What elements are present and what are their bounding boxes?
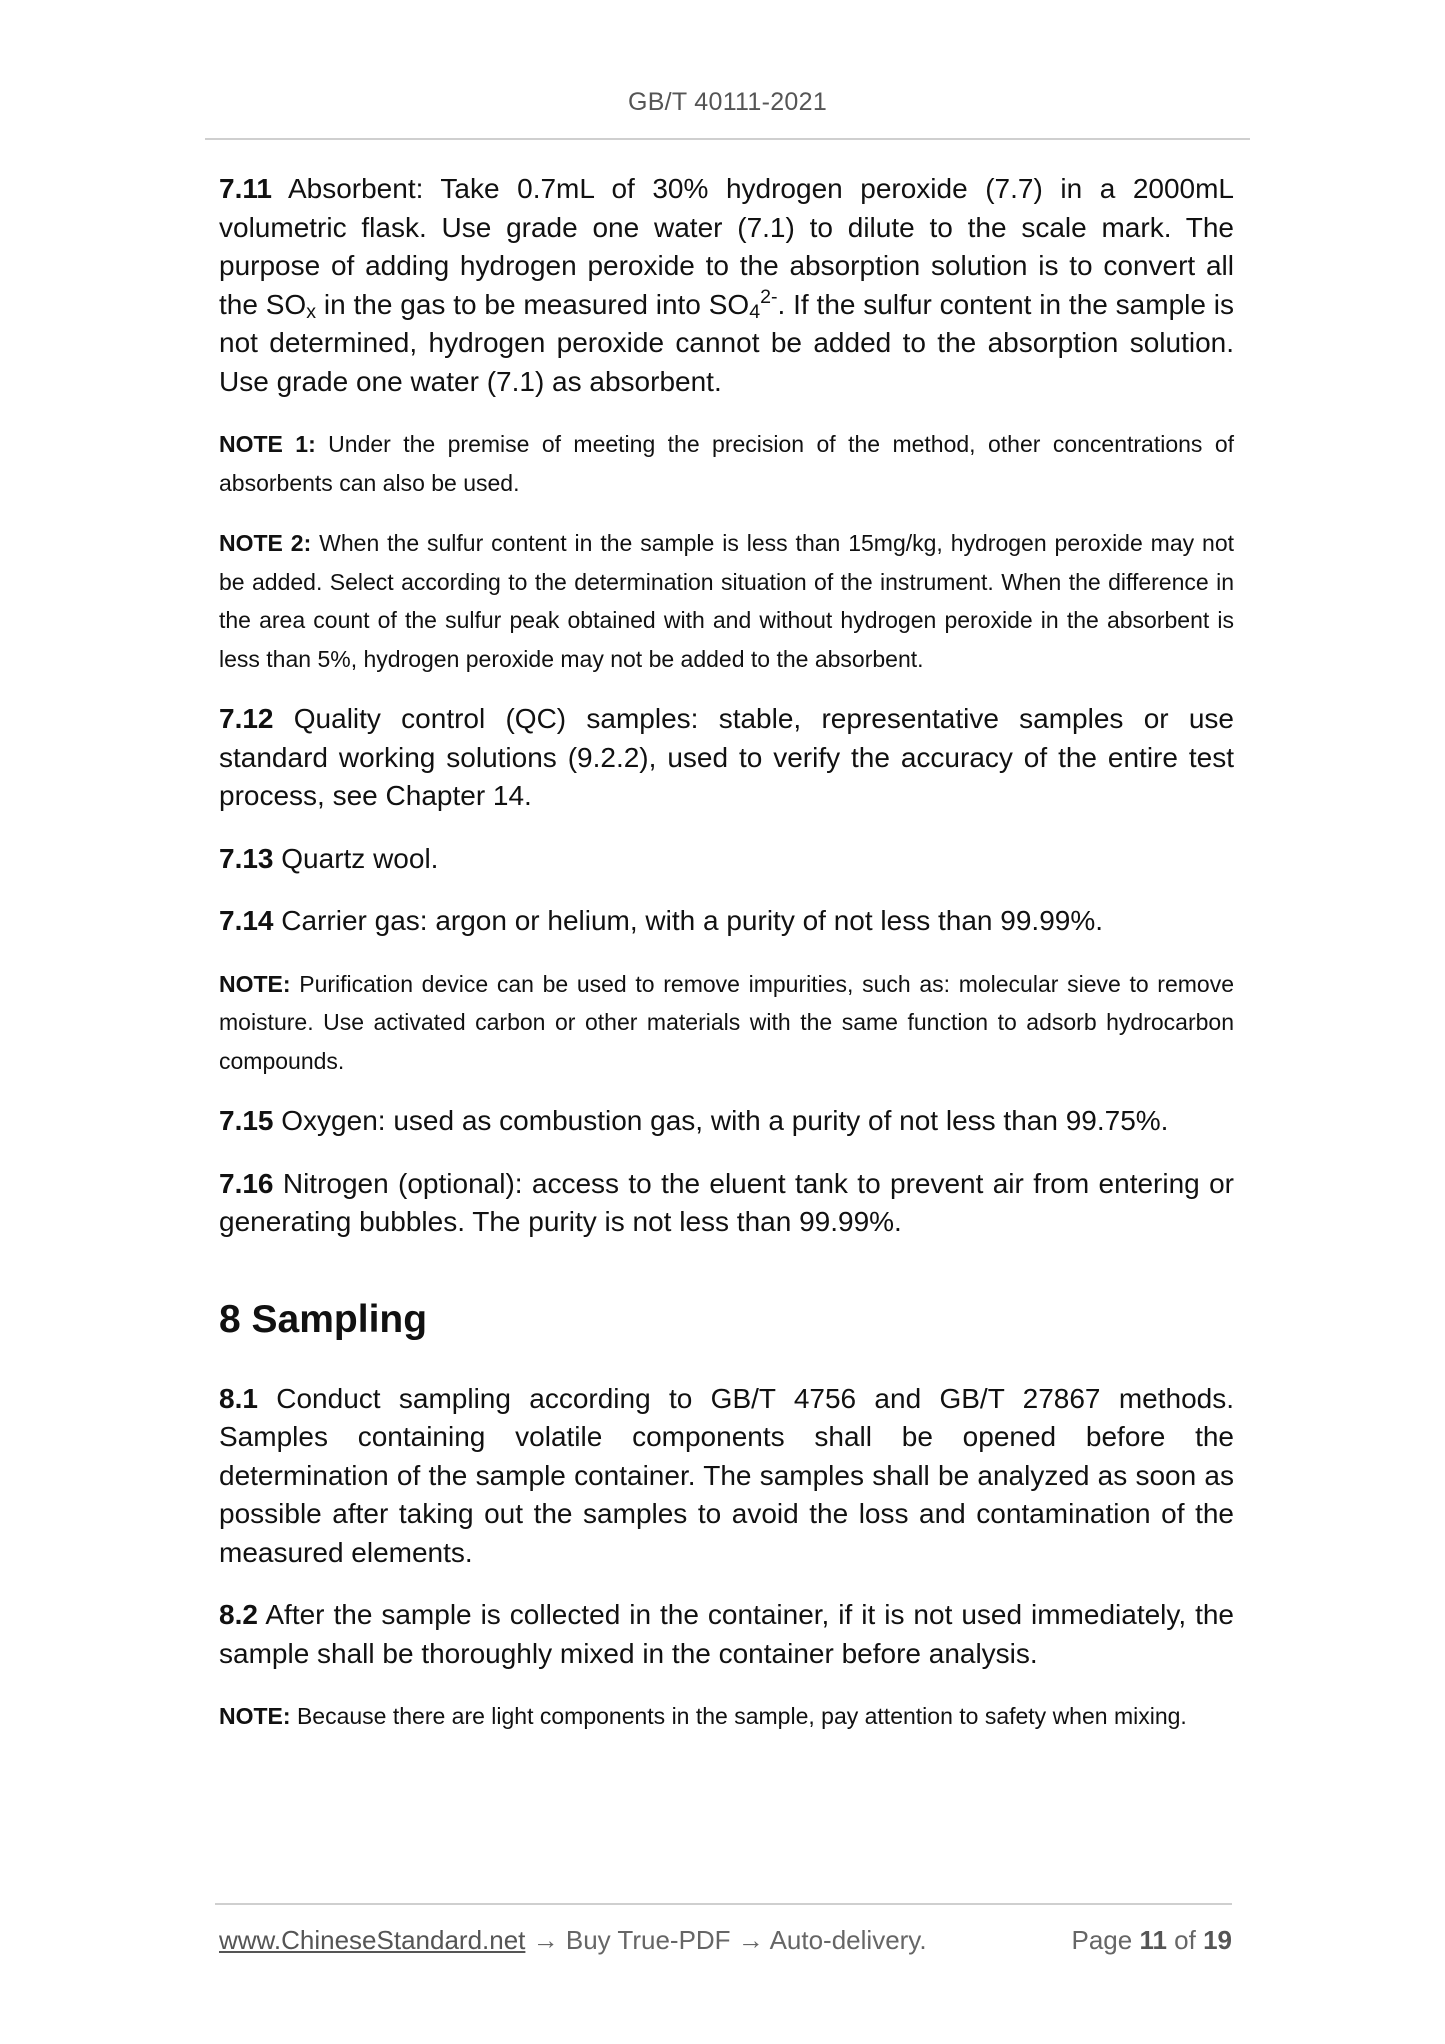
note-3	[219, 965, 1234, 1081]
total-pages: 19	[1203, 1925, 1232, 1955]
note-text: Purification device can be used to remove impurities, such as: molecular sieve to remove moisture. Use activated carbon or other materials with the same function to adsorb hydrocarbon compounds.	[219, 970, 1234, 1074]
running-header: GB/T 40111-2021	[627, 88, 828, 116]
clause-text: in the gas to be measured into SO	[316, 288, 750, 320]
clause-7-15	[219, 1102, 1234, 1141]
note-label: NOTE:	[219, 970, 291, 997]
current-page: 11	[1139, 1925, 1167, 1955]
clause-8-2	[219, 1596, 1234, 1673]
clause-7-16	[219, 1165, 1234, 1242]
note-1	[219, 425, 1234, 502]
page-of: of	[1166, 1925, 1204, 1955]
clause-7-13	[219, 840, 1234, 879]
clause-7-14	[219, 902, 1234, 941]
clause-number: 7.11	[219, 173, 272, 204]
note-label: NOTE 2:	[219, 530, 312, 556]
page-number	[1071, 1925, 1232, 1956]
clause-number: 8.2	[219, 1599, 258, 1630]
footer-divider	[215, 1903, 1232, 1905]
clause-number: 7.12	[219, 703, 274, 734]
clause-text: Conduct sampling according to GB/T 4756 and GB/T 27867 methods. Samples containing volatile components shall be opened before the determination of the sample container. The samples shall be analyzed as soon as possible after taking out the samples to avoid the loss and contamination of the measured elements.	[219, 1382, 1234, 1568]
note-label: NOTE:	[219, 1703, 291, 1729]
clause-text: . If the sulfur content in the sample is not determined, hydrogen peroxide cannot be added to the absorption solution. Use grade one water (7.1) as absorbent.	[219, 288, 1234, 397]
clause-number: 8.1	[219, 1382, 258, 1414]
clause-number: 7.15	[219, 1105, 274, 1136]
superscript-charge: 2-	[760, 285, 778, 308]
subscript-4: 4	[749, 300, 761, 323]
clause-7-11	[219, 170, 1234, 401]
page-label: Page	[1071, 1925, 1140, 1955]
clause-number: 7.13	[219, 842, 274, 874]
clause-text: Nitrogen (optional): access to the eluent tank to prevent air from entering or generating bubbles. The purity is not less than 99.99%.	[219, 1167, 1234, 1237]
page-body	[219, 170, 1234, 1758]
header-divider	[205, 138, 1250, 140]
note-text: When the sulfur content in the sample is less than 15mg/kg, hydrogen peroxide may not be added. Select according to the determination situation of the instrument. When the difference in the area count of the sulfur peak obtained with and without hydrogen peroxide in the absorbent is less than 5%, hydrogen peroxide may not be added to the absorbent.	[219, 530, 1234, 672]
footer-left	[219, 1925, 927, 1956]
note-4	[219, 1697, 1234, 1736]
website-link[interactable]: www.ChineseStandard.net	[219, 1925, 526, 1955]
clause-number: 7.16	[219, 1167, 274, 1199]
footer-tagline: → Buy True-PDF → Auto-delivery.	[525, 1925, 927, 1955]
section-heading-8: 8 Sampling	[219, 1297, 428, 1341]
clause-text: Oxygen: used as combustion gas, with a purity of not less than 99.75%.	[273, 1105, 1169, 1136]
clause-8-1	[219, 1380, 1234, 1573]
clause-7-12	[219, 700, 1234, 816]
page-footer	[219, 1925, 1232, 1961]
note-text: Because there are light components in the sample, pay attention to safety when mixing.	[290, 1703, 1187, 1729]
clause-text: Carrier gas: argon or helium, with a purity of not less than 99.99%.	[273, 905, 1104, 936]
clause-text: After the sample is collected in the container, if it is not used immediately, the sample shall be thoroughly mixed in the container before analysis.	[219, 1599, 1234, 1669]
subscript-x: x	[306, 300, 317, 323]
note-2	[219, 524, 1234, 678]
note-label: NOTE 1:	[219, 431, 316, 457]
clause-number: 7.14	[219, 905, 274, 936]
clause-text: Quartz wool.	[273, 842, 439, 874]
clause-text: Quality control (QC) samples: stable, representative samples or use standard working solutions (9.2.2), used to verify the accuracy of the entire test process, see Chapter 14.	[219, 703, 1234, 811]
clause-text: Absorbent: Take 0.7mL of 30% hydrogen peroxide (7.7) in a 2000mL volumetric flask. Use grade one water (7.1) to dilute to the scale mark. The purpose of adding hydrogen peroxide to the absorption solution is to convert all the SO	[219, 173, 1234, 320]
note-text: Under the premise of meeting the precision of the method, other concentrations of absorbents can also be used.	[219, 431, 1234, 496]
